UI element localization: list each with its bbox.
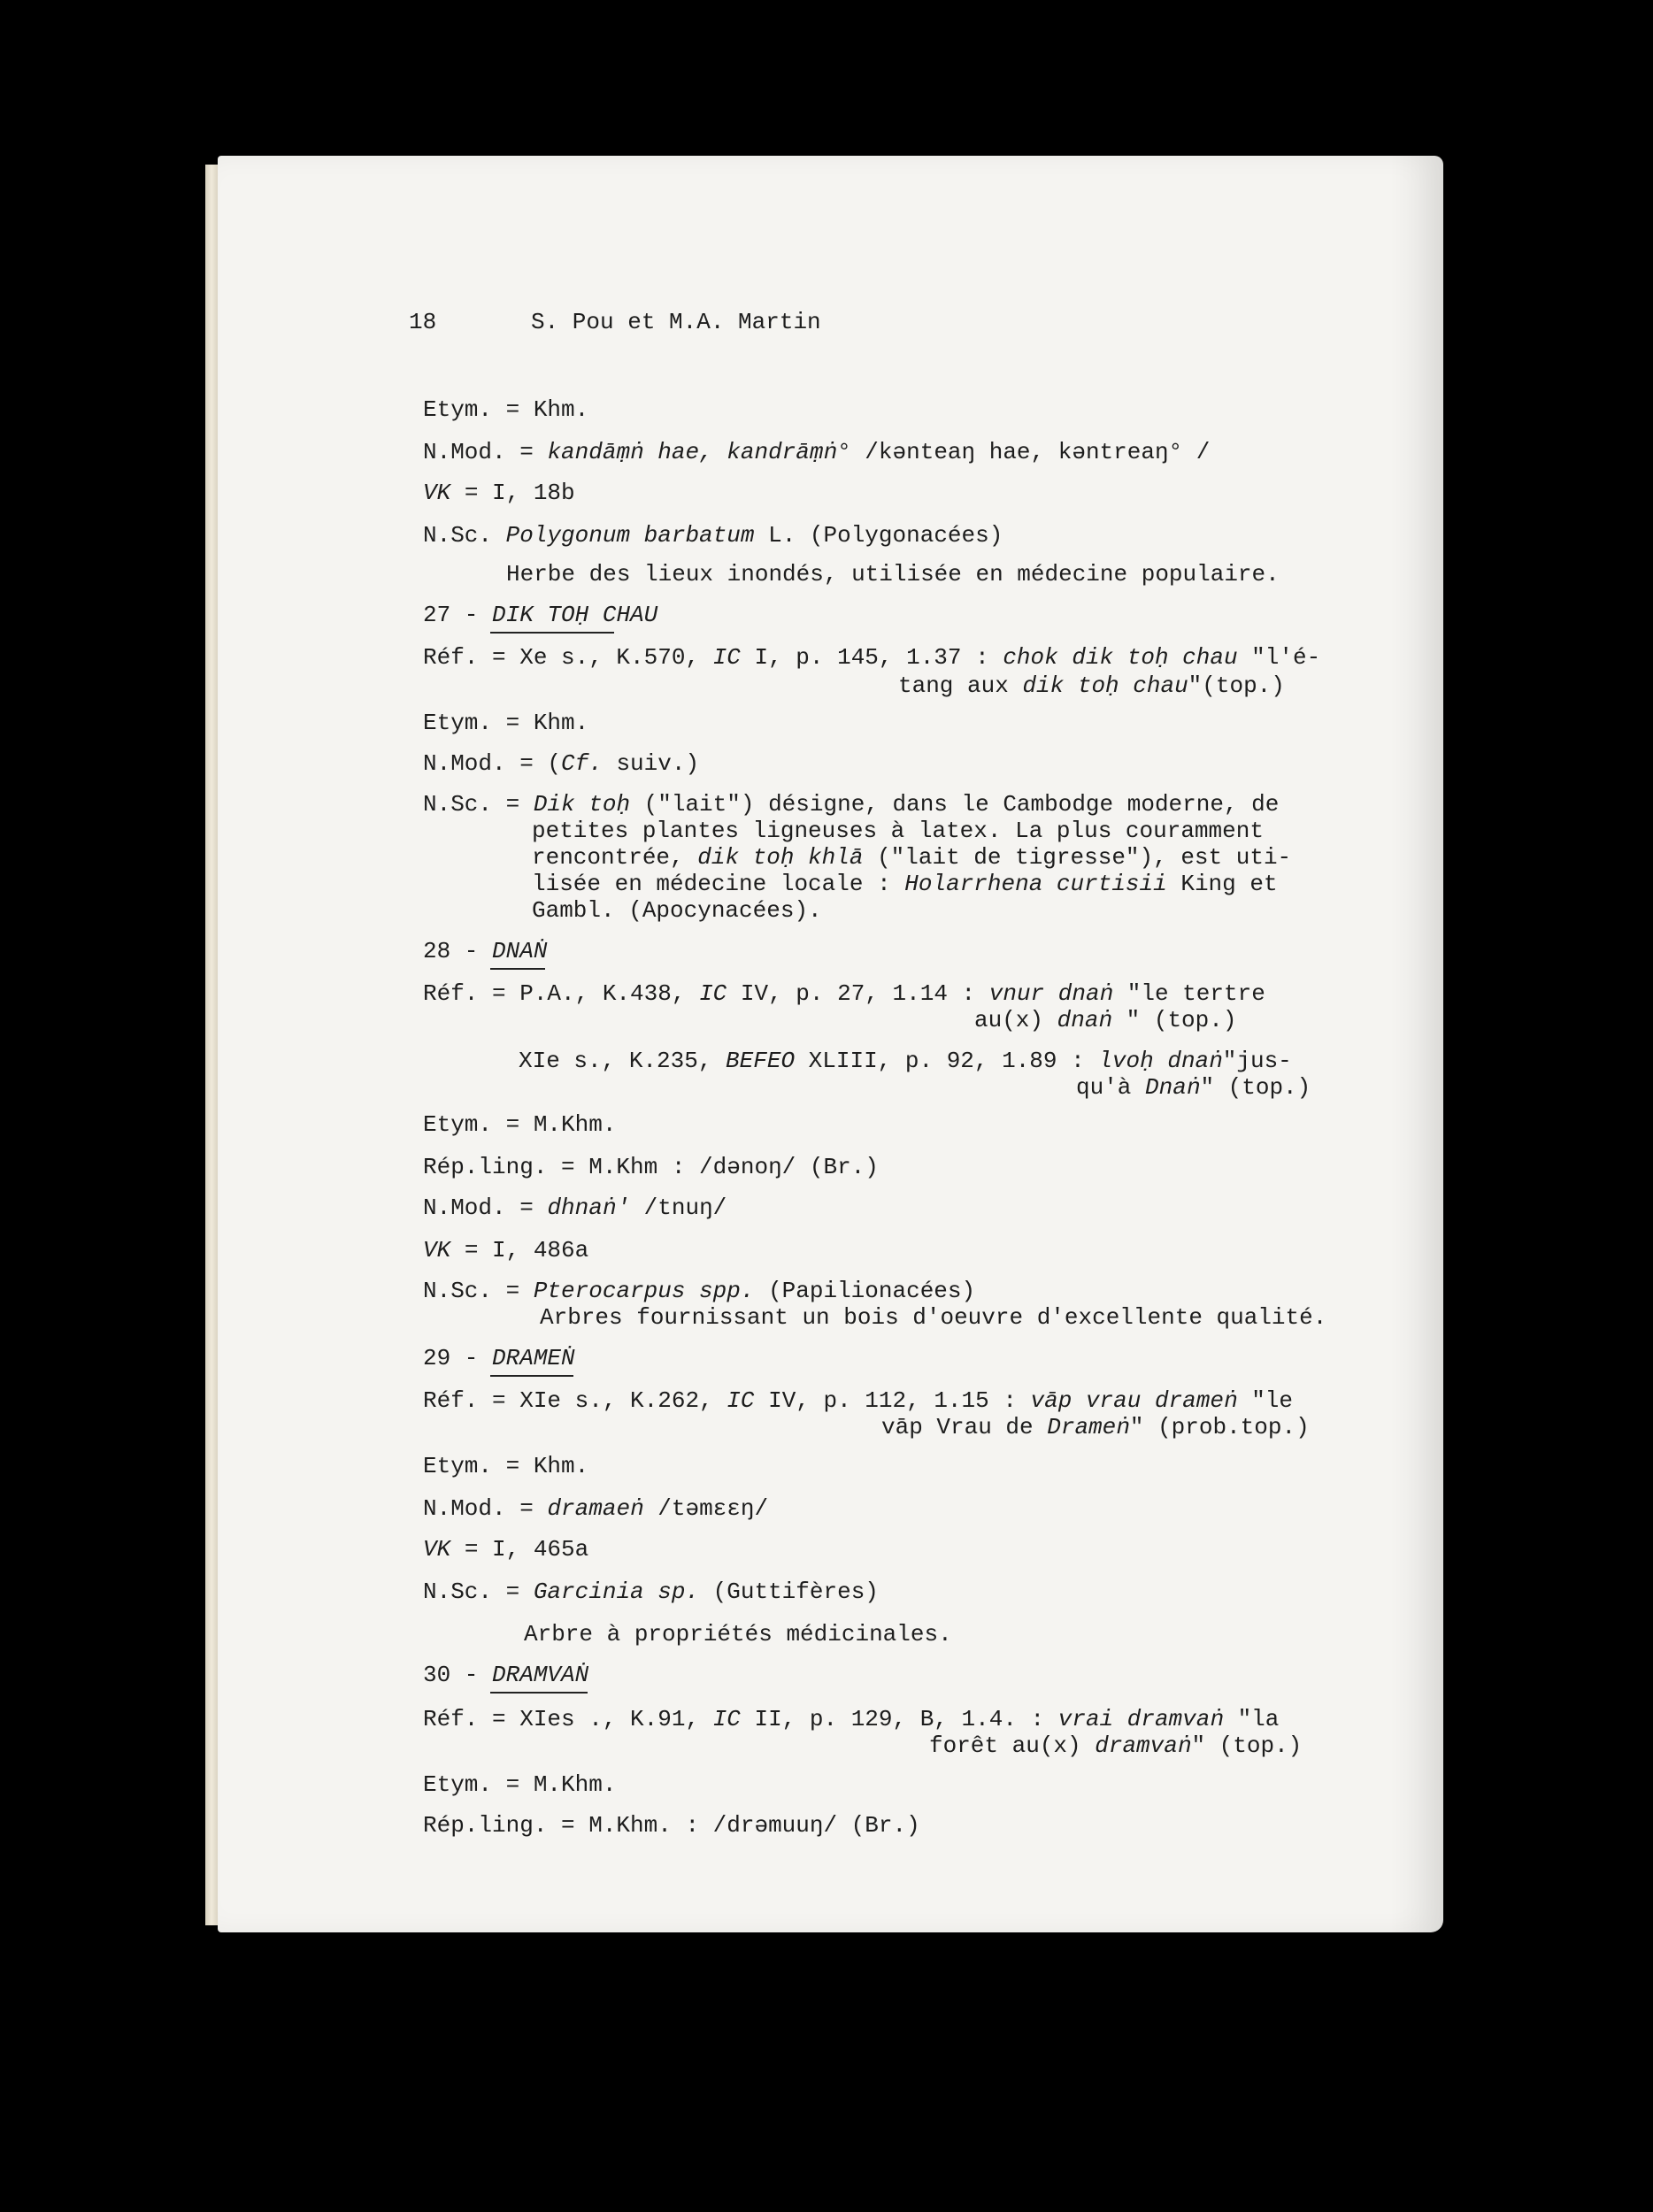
text-line: Etym. = Khm. [423, 710, 589, 736]
heading-underline [490, 632, 614, 634]
text-line: Réf. = P.A., K.438, IC IV, p. 27, 1.14 : vnur dnaṅ "le tertre [423, 980, 1265, 1007]
entry-heading-30: 30 - DRAMVAṄ [423, 1662, 589, 1688]
text-line: vāp Vrau de Drameṅ" (prob.top.) [881, 1414, 1310, 1440]
entry-heading-29: 29 - DRAMEṄ [423, 1345, 575, 1371]
heading-underline [490, 1375, 573, 1377]
text-line: Réf. = Xe s., K.570, IC I, p. 145, 1.37 : chok dik toḥ chau "l'é- [423, 644, 1321, 671]
text-line: rencontrée, dik toḥ khlā ("lait de tigresse"), est uti- [532, 844, 1292, 871]
text-line: petites plantes ligneuses à latex. La plus couramment [532, 818, 1264, 844]
text-line: VK = I, 486a [423, 1237, 589, 1263]
text-line: Gambl. (Apocynacées). [532, 897, 822, 924]
text-line: N.Sc. = Dik toḥ ("lait") désigne, dans le Cambodge moderne, de [423, 791, 1280, 818]
text-line: XIe s., K.235, BEFEO XLIII, p. 92, 1.89 : lvoḥ dnaṅ"jus- [519, 1048, 1292, 1074]
text-line: Réf. = XIe s., K.262, IC IV, p. 112, 1.15 : vāp vrau drameṅ "le [423, 1387, 1294, 1414]
book-page [218, 156, 1443, 1932]
heading-underline [490, 968, 545, 970]
heading-underline [490, 1692, 588, 1694]
text-line: Herbe des lieux inondés, utilisée en médecine populaire. [506, 561, 1280, 588]
text-line: qu'à Dnaṅ" (top.) [1076, 1074, 1311, 1101]
running-header-authors: S. Pou et M.A. Martin [531, 309, 821, 335]
text-line: N.Sc. = Pterocarpus spp. (Papilionacées) [423, 1278, 976, 1304]
text-line: Etym. = Khm. [423, 396, 589, 423]
text-line: Etym. = M.Khm. [423, 1111, 617, 1138]
text-line: N.Mod. = dramaeṅ /təmɛɛŋ/ [423, 1495, 769, 1522]
text-line: N.Sc. = Garcinia sp. (Guttifères) [423, 1578, 879, 1605]
text-line: N.Sc. Polygonum barbatum L. (Polygonacées) [423, 522, 1003, 549]
text-line: N.Mod. = kandāṃṅ hae, kandrāṃṅ° /kənteaŋ hae, kəntreaŋ° / [423, 439, 1211, 465]
text-line: N.Mod. = dhnaṅ' /tnuŋ/ [423, 1194, 727, 1221]
text-line: N.Mod. = (Cf. suiv.) [423, 750, 700, 777]
entry-heading-28: 28 - DNAṄ [423, 938, 548, 964]
text-line: Arbre à propriétés médicinales. [524, 1621, 952, 1647]
text-line: Rép.ling. = M.Khm : /dənoŋ/ (Br.) [423, 1154, 879, 1180]
text-line: Rép.ling. = M.Khm. : /drəmuuŋ/ (Br.) [423, 1812, 920, 1839]
text-line: Arbres fournissant un bois d'oeuvre d'excellente qualité. [540, 1304, 1327, 1331]
text-line: forêt au(x) dramvaṅ" (top.) [929, 1732, 1303, 1759]
text-line: tang aux dik toḥ chau"(top.) [898, 672, 1285, 699]
page-number: 18 [409, 309, 437, 335]
text-line: Réf. = XIes ., K.91, IC II, p. 129, B, 1.4. : vrai dramvaṅ "la [423, 1706, 1280, 1732]
text-line: VK = I, 18b [423, 480, 575, 506]
text-line: Etym. = Khm. [423, 1453, 589, 1479]
entry-heading-27: 27 - DIK TOḤ CHAU [423, 602, 658, 628]
text-line: VK = I, 465a [423, 1536, 589, 1563]
text-line: au(x) dnaṅ " (top.) [974, 1007, 1237, 1033]
text-line: lisée en médecine locale : Holarrhena curtisii King et [532, 871, 1278, 897]
text-line: Etym. = M.Khm. [423, 1771, 617, 1798]
